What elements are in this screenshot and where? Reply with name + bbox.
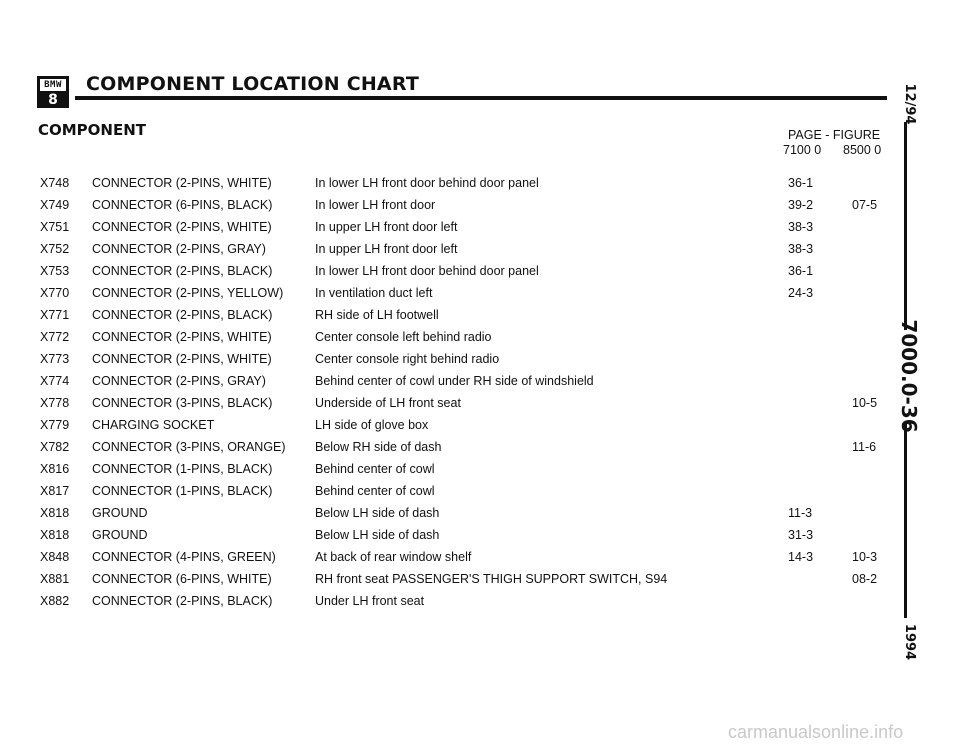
- component-description: CONNECTOR (2-PINS, GRAY): [92, 374, 266, 388]
- table-row: [0, 220, 900, 241]
- table-row: [0, 242, 900, 263]
- watermark: carmanualsonline.info: [728, 722, 904, 742]
- component-location: At back of rear window shelf: [315, 550, 472, 564]
- table-row: [0, 330, 900, 351]
- page-ref: 38-3: [788, 242, 814, 256]
- component-description: CHARGING SOCKET: [92, 418, 215, 432]
- table-row: [0, 506, 900, 527]
- component-description: CONNECTOR (3-PINS, BLACK): [92, 396, 273, 410]
- table-row: [0, 484, 900, 505]
- component-id: X818: [40, 506, 70, 520]
- component-id: X772: [40, 330, 70, 344]
- component-id: X751: [40, 220, 70, 234]
- component-location: In ventilation duct left: [315, 286, 433, 300]
- component-id: X882: [40, 594, 70, 608]
- table-row: [0, 440, 900, 461]
- component-id: X782: [40, 440, 70, 454]
- table-row: [0, 396, 900, 417]
- table-row: [0, 286, 900, 307]
- component-location: Below LH side of dash: [315, 528, 440, 542]
- page-code: 7100 0: [783, 143, 822, 157]
- table-row: [0, 594, 900, 615]
- component-location: In lower LH front door: [315, 198, 436, 212]
- figure-ref: 08-2: [852, 572, 878, 586]
- component-description: GROUND: [92, 528, 148, 542]
- component-id: X771: [40, 308, 70, 322]
- page-title: COMPONENT LOCATION CHART: [86, 73, 419, 95]
- component-location: RH front seat PASSENGER'S THIGH SUPPORT SWITCH, S94: [315, 572, 668, 586]
- component-id: X748: [40, 176, 70, 190]
- figure-ref: 07-5: [852, 198, 878, 212]
- component-id: X816: [40, 462, 70, 476]
- table-row: [0, 308, 900, 329]
- page-figure-heading: PAGE - FIGURE: [788, 128, 881, 142]
- component-location: Center console left behind radio: [315, 330, 492, 344]
- table-row: [0, 528, 900, 549]
- component-id: X752: [40, 242, 70, 256]
- component-location: Underside of LH front seat: [315, 396, 461, 410]
- page-ref: 11-3: [788, 506, 813, 520]
- component-location: Below LH side of dash: [315, 506, 440, 520]
- component-heading: COMPONENT: [38, 121, 147, 139]
- component-id: X778: [40, 396, 70, 410]
- table-row: [0, 374, 900, 395]
- component-location: RH side of LH footwell: [315, 308, 439, 322]
- component-description: CONNECTOR (3-PINS, ORANGE): [92, 440, 286, 454]
- component-id: X817: [40, 484, 70, 498]
- component-description: CONNECTOR (2-PINS, WHITE): [92, 352, 272, 366]
- table-row: [0, 418, 900, 439]
- logo-brand-text: BMW: [40, 79, 66, 93]
- component-location: In lower LH front door behind door panel: [315, 264, 539, 278]
- component-description: CONNECTOR (1-PINS, BLACK): [92, 484, 273, 498]
- table-row: [0, 198, 900, 219]
- figure-ref: 11-6: [852, 440, 877, 454]
- table-row: [0, 572, 900, 593]
- component-description: CONNECTOR (2-PINS, WHITE): [92, 330, 272, 344]
- table-row: [0, 352, 900, 373]
- side-date-label: 12/94: [902, 83, 917, 125]
- component-description: CONNECTOR (2-PINS, WHITE): [92, 220, 272, 234]
- component-description: CONNECTOR (1-PINS, BLACK): [92, 462, 273, 476]
- component-location: Center console right behind radio: [315, 352, 500, 366]
- table-row: [0, 462, 900, 483]
- page-ref: 31-3: [788, 528, 814, 542]
- component-location: Behind center of cowl: [315, 484, 435, 498]
- page-ref: 39-2: [788, 198, 814, 212]
- table-row: [0, 550, 900, 571]
- side-year-label: 1994: [902, 623, 917, 661]
- figure-ref: 10-3: [852, 550, 878, 564]
- component-description: CONNECTOR (2-PINS, BLACK): [92, 264, 273, 278]
- page-ref: 38-3: [788, 220, 814, 234]
- component-description: CONNECTOR (6-PINS, WHITE): [92, 572, 272, 586]
- component-location: Behind center of cowl: [315, 462, 435, 476]
- bmw-logo: [37, 76, 69, 108]
- table-row: [0, 264, 900, 285]
- page-ref: 14-3: [788, 550, 814, 564]
- component-location: In upper LH front door left: [315, 242, 458, 256]
- figure-code: 8500 0: [843, 143, 882, 157]
- component-id: X774: [40, 374, 70, 388]
- logo-series-number: 8: [40, 93, 66, 105]
- side-page-number: 7000.0-36: [897, 319, 921, 433]
- component-description: CONNECTOR (2-PINS, GRAY): [92, 242, 266, 256]
- component-id: X848: [40, 550, 70, 564]
- component-id: X753: [40, 264, 70, 278]
- component-id: X881: [40, 572, 70, 586]
- component-location: Under LH front seat: [315, 594, 425, 608]
- component-id: X770: [40, 286, 70, 300]
- side-rule-top: [904, 122, 907, 330]
- page-ref: 36-1: [788, 176, 814, 190]
- component-description: CONNECTOR (4-PINS, GREEN): [92, 550, 276, 564]
- component-description: CONNECTOR (6-PINS, BLACK): [92, 198, 273, 212]
- component-id: X749: [40, 198, 70, 212]
- component-description: CONNECTOR (2-PINS, BLACK): [92, 594, 273, 608]
- component-description: GROUND: [92, 506, 148, 520]
- component-id: X779: [40, 418, 70, 432]
- component-description: CONNECTOR (2-PINS, BLACK): [92, 308, 273, 322]
- page-ref: 24-3: [788, 286, 814, 300]
- component-location: In lower LH front door behind door panel: [315, 176, 539, 190]
- figure-ref: 10-5: [852, 396, 878, 410]
- table-row: [0, 176, 900, 197]
- side-rule-bottom: [904, 422, 907, 618]
- component-description: CONNECTOR (2-PINS, WHITE): [92, 176, 272, 190]
- component-location: Behind center of cowl under RH side of windshield: [315, 374, 594, 388]
- component-location: Below RH side of dash: [315, 440, 442, 454]
- component-id: X818: [40, 528, 70, 542]
- component-location: LH side of glove box: [315, 418, 429, 432]
- header-rule: [75, 96, 887, 100]
- component-description: CONNECTOR (2-PINS, YELLOW): [92, 286, 284, 300]
- component-location: In upper LH front door left: [315, 220, 458, 234]
- page-ref: 36-1: [788, 264, 814, 278]
- component-id: X773: [40, 352, 70, 366]
